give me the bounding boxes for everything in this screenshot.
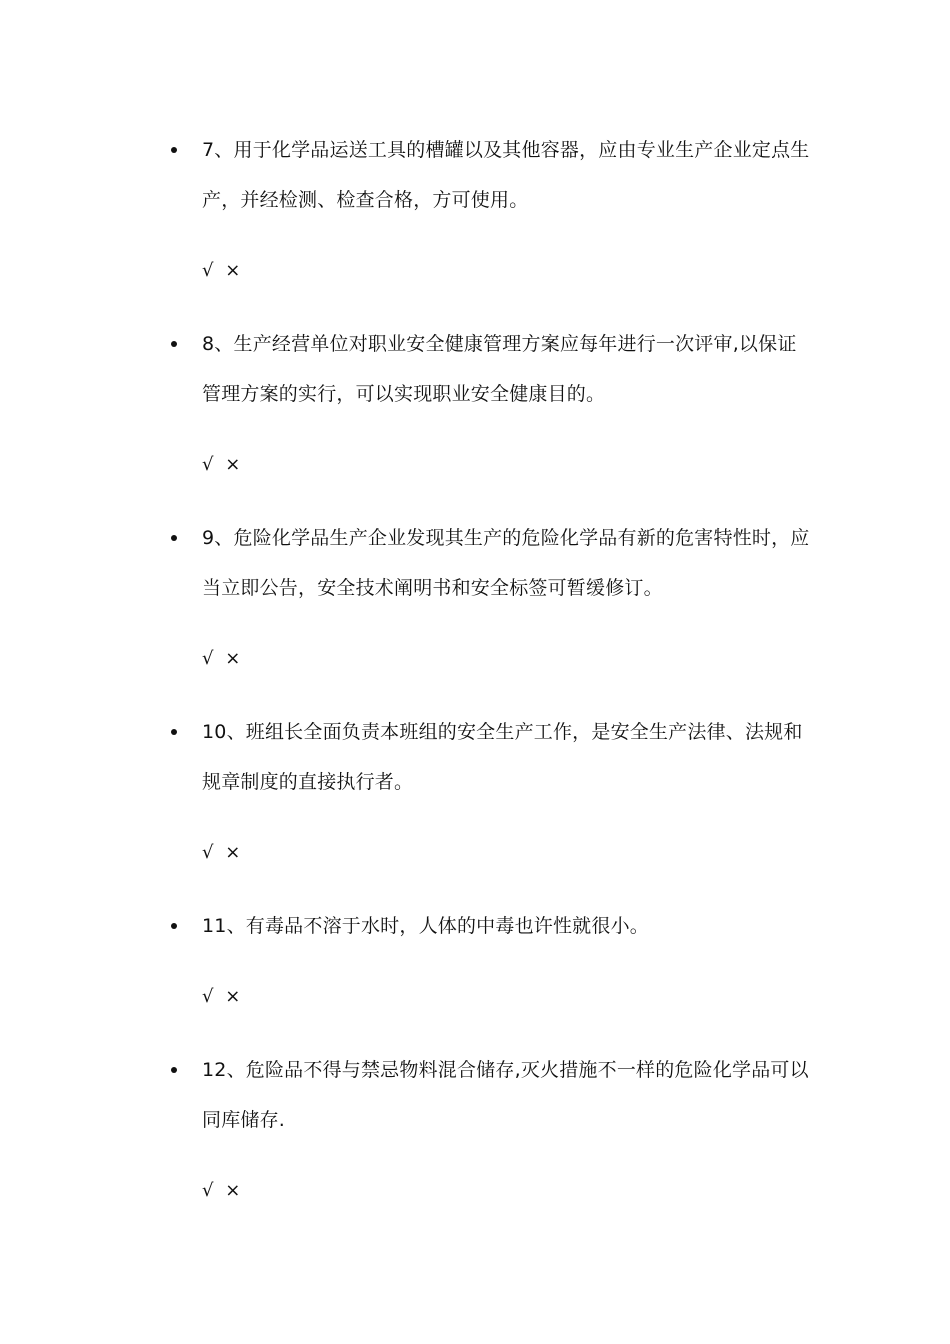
answer-options[interactable]: √ × [202,1180,241,1201]
answer-options[interactable]: √ × [202,260,241,281]
question-text-line-1: 10、班组长全面负责本班组的安全生产工作，是安全生产法律、法规和 [202,721,803,743]
question-text-line-1: 8、生产经营单位对职业安全健康管理方案应每年进行一次评审,以保证 [202,333,797,355]
answer-options[interactable]: √ × [202,842,241,863]
question-text-line-2: 同库储存. [202,1109,286,1131]
answer-options[interactable]: √ × [202,454,241,475]
answer-options[interactable]: √ × [202,986,241,1007]
bullet-icon [171,147,177,153]
question-text-line-2: 当立即公告，安全技术阐明书和安全标签可暂缓修订。 [202,577,663,599]
question-text-line-1: 12、危险品不得与禁忌物料混合储存,灭火措施不一样的危险化学品可以 [202,1059,809,1081]
question-text-line-2: 规章制度的直接执行者。 [202,771,414,793]
bullet-icon [171,1067,177,1073]
bullet-icon [171,535,177,541]
question-text-line-2: 管理方案的实行，可以实现职业安全健康目的。 [202,383,606,405]
question-text-line-2: 产，并经检测、检查合格，方可使用。 [202,189,529,211]
bullet-icon [171,923,177,929]
question-text-line-1: 7、用于化学品运送工具的槽罐以及其他容器，应由专业生产企业定点生 [202,139,810,161]
question-text-line-1: 11、有毒品不溶于水时，人体的中毒也许性就很小。 [202,915,649,937]
bullet-icon [171,341,177,347]
answer-options[interactable]: √ × [202,648,241,669]
question-text-line-1: 9、危险化学品生产企业发现其生产的危险化学品有新的危害特性时，应 [202,527,810,549]
bullet-icon [171,729,177,735]
